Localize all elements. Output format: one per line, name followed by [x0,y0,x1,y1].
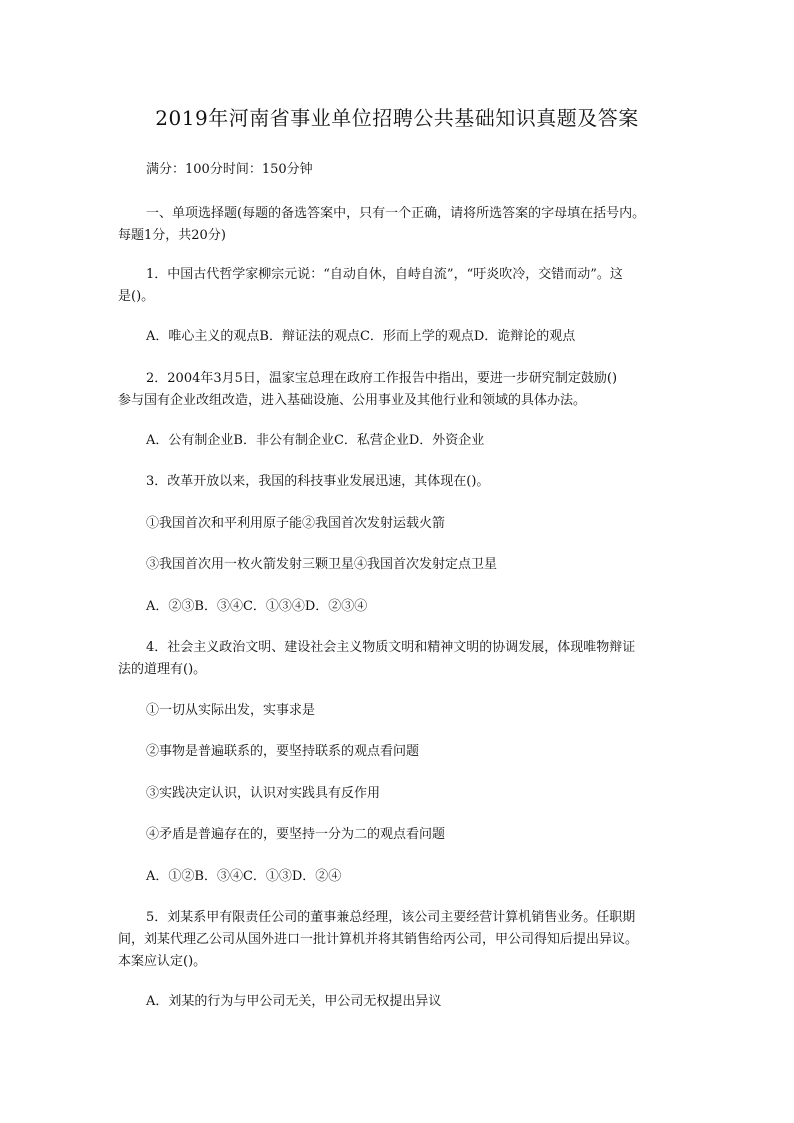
question-1-stem [118,264,678,308]
question-2-line-1: 2．2004年3月5日，温家宝总理在政府工作报告中指出，要进一步研究制定鼓励() [146,371,618,386]
question-5-option-a: A．刘某的行为与甲公司无关，甲公司无权提出异议 [146,994,442,1009]
question-2-options: A．公有制企业B．非公有制企业C．私营企业D．外资企业 [146,433,485,448]
page-title: 2019年河南省事业单位招聘公共基础知识真题及答案 [155,106,639,130]
question-1-options: A．唯心主义的观点B．辩证法的观点C．形而上学的观点D．诡辩论的观点 [146,329,576,344]
section-heading-line-2: 每题1分，共20分) [118,228,226,243]
question-5-line-2: 间，刘某代理乙公司从国外进口一批计算机并将其销售给丙公司，甲公司得知后提出异议。 [118,932,639,947]
question-4-statement-3: ③实践决定认识，认识对实践具有反作用 [146,786,381,801]
question-3-options: A．②③B．③④C．①③④D．②③④ [146,599,368,614]
question-4-stem [118,637,678,681]
question-5-stem [118,907,678,973]
question-2-line-2: 参与国有企业改组改造，进入基础设施、公用事业及其他行业和领域的具体办法。 [118,393,587,408]
question-3-stem: 3．改革开放以来，我国的科技事业发展迅速，其体现在()。 [146,474,490,489]
question-3-statement-b: ③我国首次用一枚火箭发射三颗卫星④我国首次发射定点卫星 [146,557,498,572]
question-4-statement-2: ②事物是普遍联系的，要坚持联系的观点看问题 [146,744,420,759]
section-heading [118,203,678,247]
exam-meta: 满分：100分时间：150分钟 [146,162,313,177]
question-1-line-2: 是()。 [118,289,155,304]
question-2-stem [118,368,678,412]
question-4-statement-4: ④矛盾是普遍存在的，要坚持一分为二的观点看问题 [146,827,446,842]
question-5-line-1: 5．刘某系甲有限责任公司的董事兼总经理，该公司主要经营计算机销售业务。任职期 [146,910,636,925]
question-4-options: A．①②B．③④C．①③D．②④ [146,869,342,884]
question-4-line-2: 法的道理有()。 [118,662,207,677]
question-3-statement-a: ①我国首次和平利用原子能②我国首次发射运载火箭 [146,516,446,531]
question-4-statement-1: ①一切从实际出发，实事求是 [146,703,316,718]
question-5-line-3: 本案应认定()。 [118,954,207,969]
question-4-line-1: 4．社会主义政治文明、建设社会主义物质文明和精神文明的协调发展，体现唯物辩证 [146,640,636,655]
question-1-line-1: 1．中国古代哲学家柳宗元说：“自动自休，自峙自流”，“吁炎吹冷，交错而动”。这 [146,267,623,282]
section-heading-line-1: 一、单项选择题(每题的备选答案中，只有一个正确，请将所选答案的字母填在括号内。 [146,206,646,221]
